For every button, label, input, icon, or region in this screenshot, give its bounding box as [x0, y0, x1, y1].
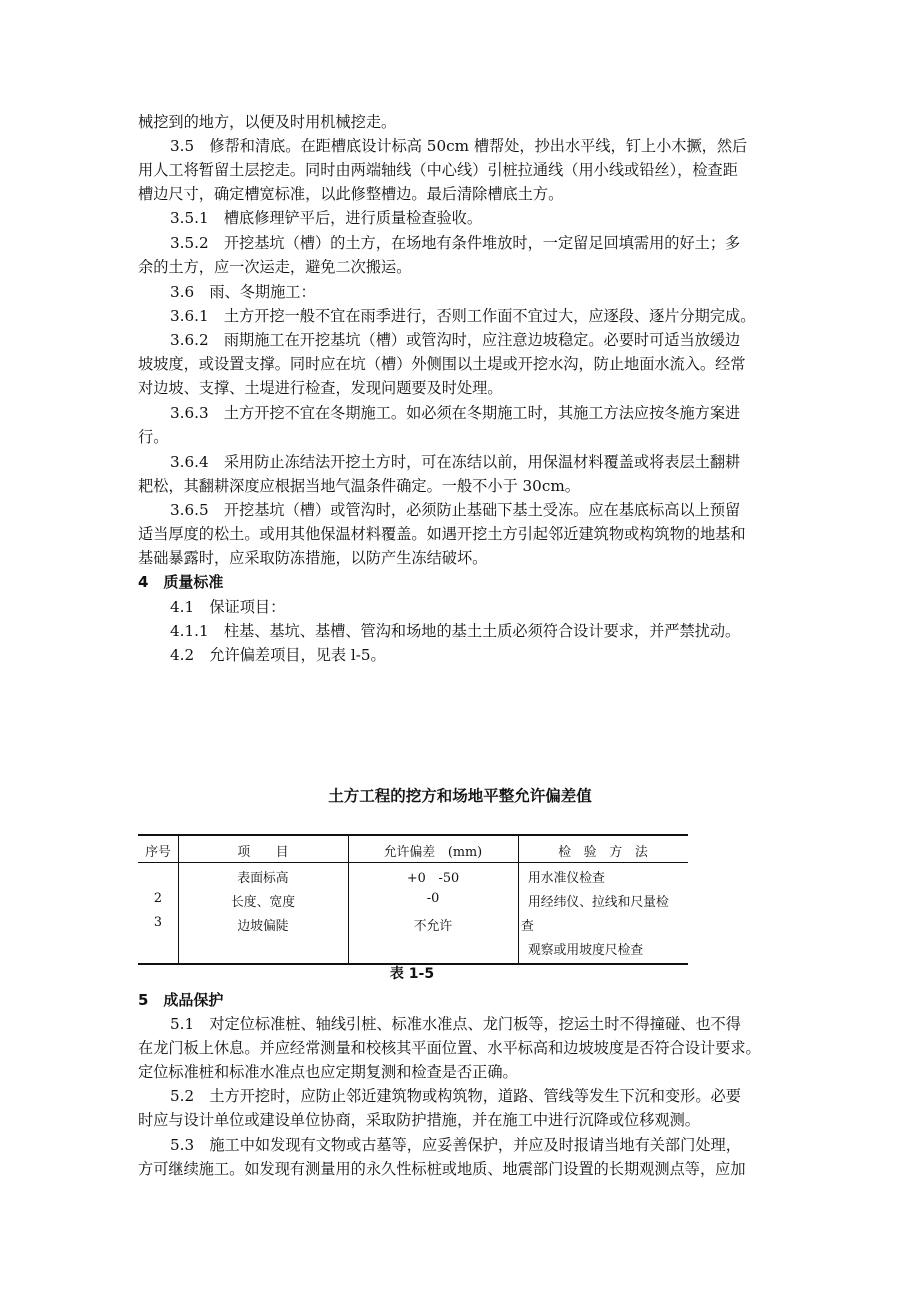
table-cell: 长度、宽度: [231, 895, 295, 910]
paragraph-line: 械挖到的地方，以便及时用机械挖走。: [138, 113, 397, 131]
paragraph-line: 3.5 修帮和清底。在距槽底设计标高 50cm 槽帮处，抄出水平线，钉上小木撅，然后: [170, 137, 748, 155]
table-cell: 查: [521, 919, 534, 934]
table-cell: 不允许: [413, 919, 453, 934]
paragraph-line: 时应与设计单位或建设单位协商，采取防护措施，并在施工中进行沉降或位移观测。: [138, 1111, 700, 1129]
paragraph-line: 3.6 雨、冬期施工：: [170, 283, 316, 301]
table-cell: 用经纬仪、拉线和尺量检: [528, 895, 669, 910]
section-heading: 5 成品保护: [138, 991, 224, 1009]
table-header-cell: 允许偏差 (mm): [383, 845, 483, 860]
paragraph-line: 4.1.1 柱基、基坑、基槽、管沟和场地的基土土质必须符合设计要求，并严禁扰动。: [170, 622, 741, 640]
paragraph-line: 行。: [138, 428, 169, 446]
table-title: 土方工程的挖方和场地平整允许偏差值: [328, 787, 592, 805]
paragraph-line: 5.1 对定位标准桩、轴线引桩、标准水准点、龙门板等，挖运土时不得撞碰、也不得: [170, 1015, 741, 1033]
table-cell: -0: [426, 891, 440, 906]
paragraph-line: 3.5.2 开挖基坑（槽）的土方，在场地有条件堆放时，一定留足回填需用的好土；多: [170, 234, 741, 252]
paragraph-line: 对边坡、支撑、土堤进行检查，发现问题要及时处理。: [138, 379, 503, 397]
paragraph-line: 适当厚度的松土。或用其他保温材料覆盖。如遇开挖土方引起邻近建筑物或构筑物的地基和: [138, 525, 746, 543]
table-cell: 用水准仪检查: [528, 871, 605, 886]
paragraph-line: 余的土方，应一次运走，避免二次搬运。: [138, 258, 412, 276]
paragraph-line: 用人工将暂留土层挖走。同时由两端轴线（中心线）引桩拉通线（用小线或铅丝），检查距: [138, 161, 738, 179]
paragraph-line: 3.6.5 开挖基坑（槽）或管沟时，必须防止基础下基土受冻。应在基底标高以上预留: [170, 501, 741, 519]
paragraph-line: 5.2 土方开挖时，应防止邻近建筑物或构筑物，道路、管线等发生下沉和变形。必要: [170, 1087, 741, 1105]
section-heading: 4 质量标准: [138, 573, 224, 591]
table-header-cell: 检 验 方 法: [558, 845, 648, 860]
paragraph-line: 3.6.4 采用防止冻结法开挖土方时，可在冻结以前，用保温材料覆盖或将表层土翻耕: [170, 453, 741, 471]
paragraph-line: 5.3 施工中如发现有文物或古墓等，应妥善保护，并应及时报请当地有关部门处理，: [170, 1136, 741, 1154]
tolerance-table: [138, 834, 688, 965]
paragraph-line: 定位标准桩和标准水准点也应定期复测和检查是否正确。: [138, 1063, 518, 1081]
table-cell: 3: [153, 915, 163, 930]
paragraph-line: 槽边尺寸，确定槽宽标准，以此修整槽边。最后清除槽底土方。: [138, 185, 564, 203]
table-cell: 2: [153, 891, 163, 906]
table-cell: 表面标高: [237, 871, 289, 886]
paragraph-line: 3.6.3 土方开挖不宜在冬期施工。如必须在冬期施工时，其施工方法应按冬施方案进: [170, 404, 741, 422]
paragraph-line: 坡坡度，或设置支撑。同时应在坑（槽）外侧围以土堤或开挖水沟，防止地面水流入。经常: [138, 355, 746, 373]
table-caption: 表 1-5: [389, 966, 435, 982]
paragraph-line: 3.6.2 雨期施工在开挖基坑（槽）或管沟时，应注意边坡稳定。必要时可适当放缓边: [170, 331, 741, 349]
table-cell: 边坡偏陡: [237, 919, 289, 934]
table-header-cell: 序号: [145, 845, 171, 860]
paragraph-line: 4.1 保证项目：: [170, 598, 286, 616]
header-rule: [138, 862, 688, 863]
paragraph-line: 方可继续施工。如发现有测量用的永久性标桩或地质、地震部门设置的长期观测点等，应加: [138, 1160, 746, 1178]
paragraph-line: 基础暴露时，应采取防冻措施，以防产生冻结破坏。: [138, 549, 488, 567]
paragraph-line: 4.2 允许偏差项目，见表 l-5。: [170, 646, 386, 664]
paragraph-line: 在龙门板上休息。并应经常测量和校核其平面位置、水平标高和边坡坡度是否符合设计要求。: [138, 1039, 761, 1057]
paragraph-line: 3.5.1 槽底修理铲平后，进行质量检查验收。: [170, 209, 483, 227]
table-cell: 观察或用坡度尺检查: [528, 943, 644, 958]
paragraph-line: 3.6.1 土方开挖一般不宜在雨季进行，否则工作面不宜过大，应逐段、逐片分期完成。: [170, 307, 756, 325]
paragraph-line: 耙松，其翻耕深度应根据当地气温条件确定。一般不小于 30cm。: [138, 477, 580, 495]
table-cell: +0 -50: [406, 871, 460, 886]
table-header-cell: 项 目: [237, 845, 289, 860]
